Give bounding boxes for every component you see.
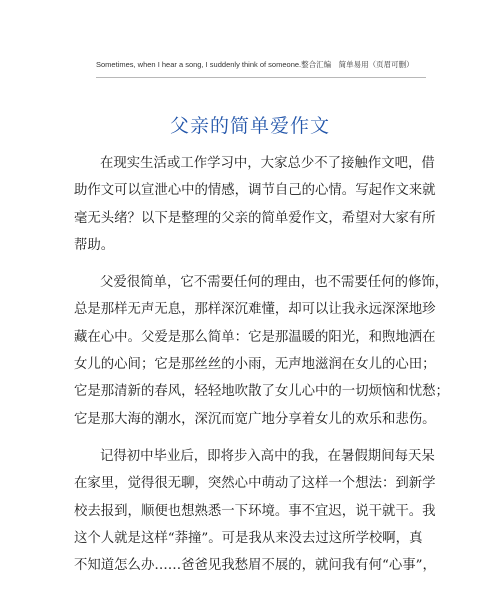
document-body — [74, 150, 449, 589]
paragraph-line: 助作文可以宣泄心中的情感，调节自己的心情。写起作文来就 — [74, 183, 436, 199]
paragraph-line: 校去报到，顺便也想熟悉一下环境。事不宜迟，说干就干。我 — [74, 503, 436, 519]
paragraph-line: 在现实生活或工作学习中，大家总少不了接触作文吧，借 — [100, 156, 435, 171]
paragraph-3 — [74, 443, 436, 579]
paragraph-line: 它是那清新的春风，轻轻地吹散了女儿心中的一切烦恼和忧愁； — [74, 384, 449, 400]
paragraph-line: 帮助。 — [74, 237, 115, 253]
paragraph-2 — [74, 269, 449, 433]
header-divider — [96, 77, 426, 78]
paragraph-line: 这个人就是这样“莽撞”。可是我从来没去过这所学校啊，真 — [74, 530, 423, 546]
paragraph-line: 女儿的心间；它是那丝丝的小雨，无声地滋润在女儿的心田； — [74, 357, 436, 373]
paragraph-line: 记得初中毕业后，即将步入高中的我，在暑假期间每天呆 — [100, 448, 435, 464]
paragraph-1 — [74, 150, 436, 259]
paragraph-line: 总是那样无声无息，那样深沉难懂，却可以让我永远深深地珍 — [74, 302, 436, 318]
paragraph-line: 在家里，觉得很无聊，突然心中萌动了这样一个想法：到新学 — [74, 476, 436, 492]
document-title: 父亲的简单爱作文 — [169, 114, 330, 137]
page-header: Sometimes, when I hear a song, I suddenly think of someone.整合汇编 简单易用（页眉可删） — [96, 60, 414, 69]
paragraph-line: 父爱很简单，它不需要任何的理由，也不需要任何的修饰， — [100, 275, 449, 291]
paragraph-line: 藏在心中。父爱是那么简单：它是那温暖的阳光，和煦地洒在 — [74, 329, 436, 345]
paragraph-line: 不知道怎么办……爸爸见我愁眉不展的，就问我有何“心事”， — [74, 558, 436, 574]
paragraph-line: 它是那大海的潮水，深沉而宽广地分享着女儿的欢乐和悲伤。 — [74, 411, 436, 427]
paragraph-line: 毫无头绪？以下是整理的父亲的简单爱作文，希望对大家有所 — [74, 210, 436, 226]
